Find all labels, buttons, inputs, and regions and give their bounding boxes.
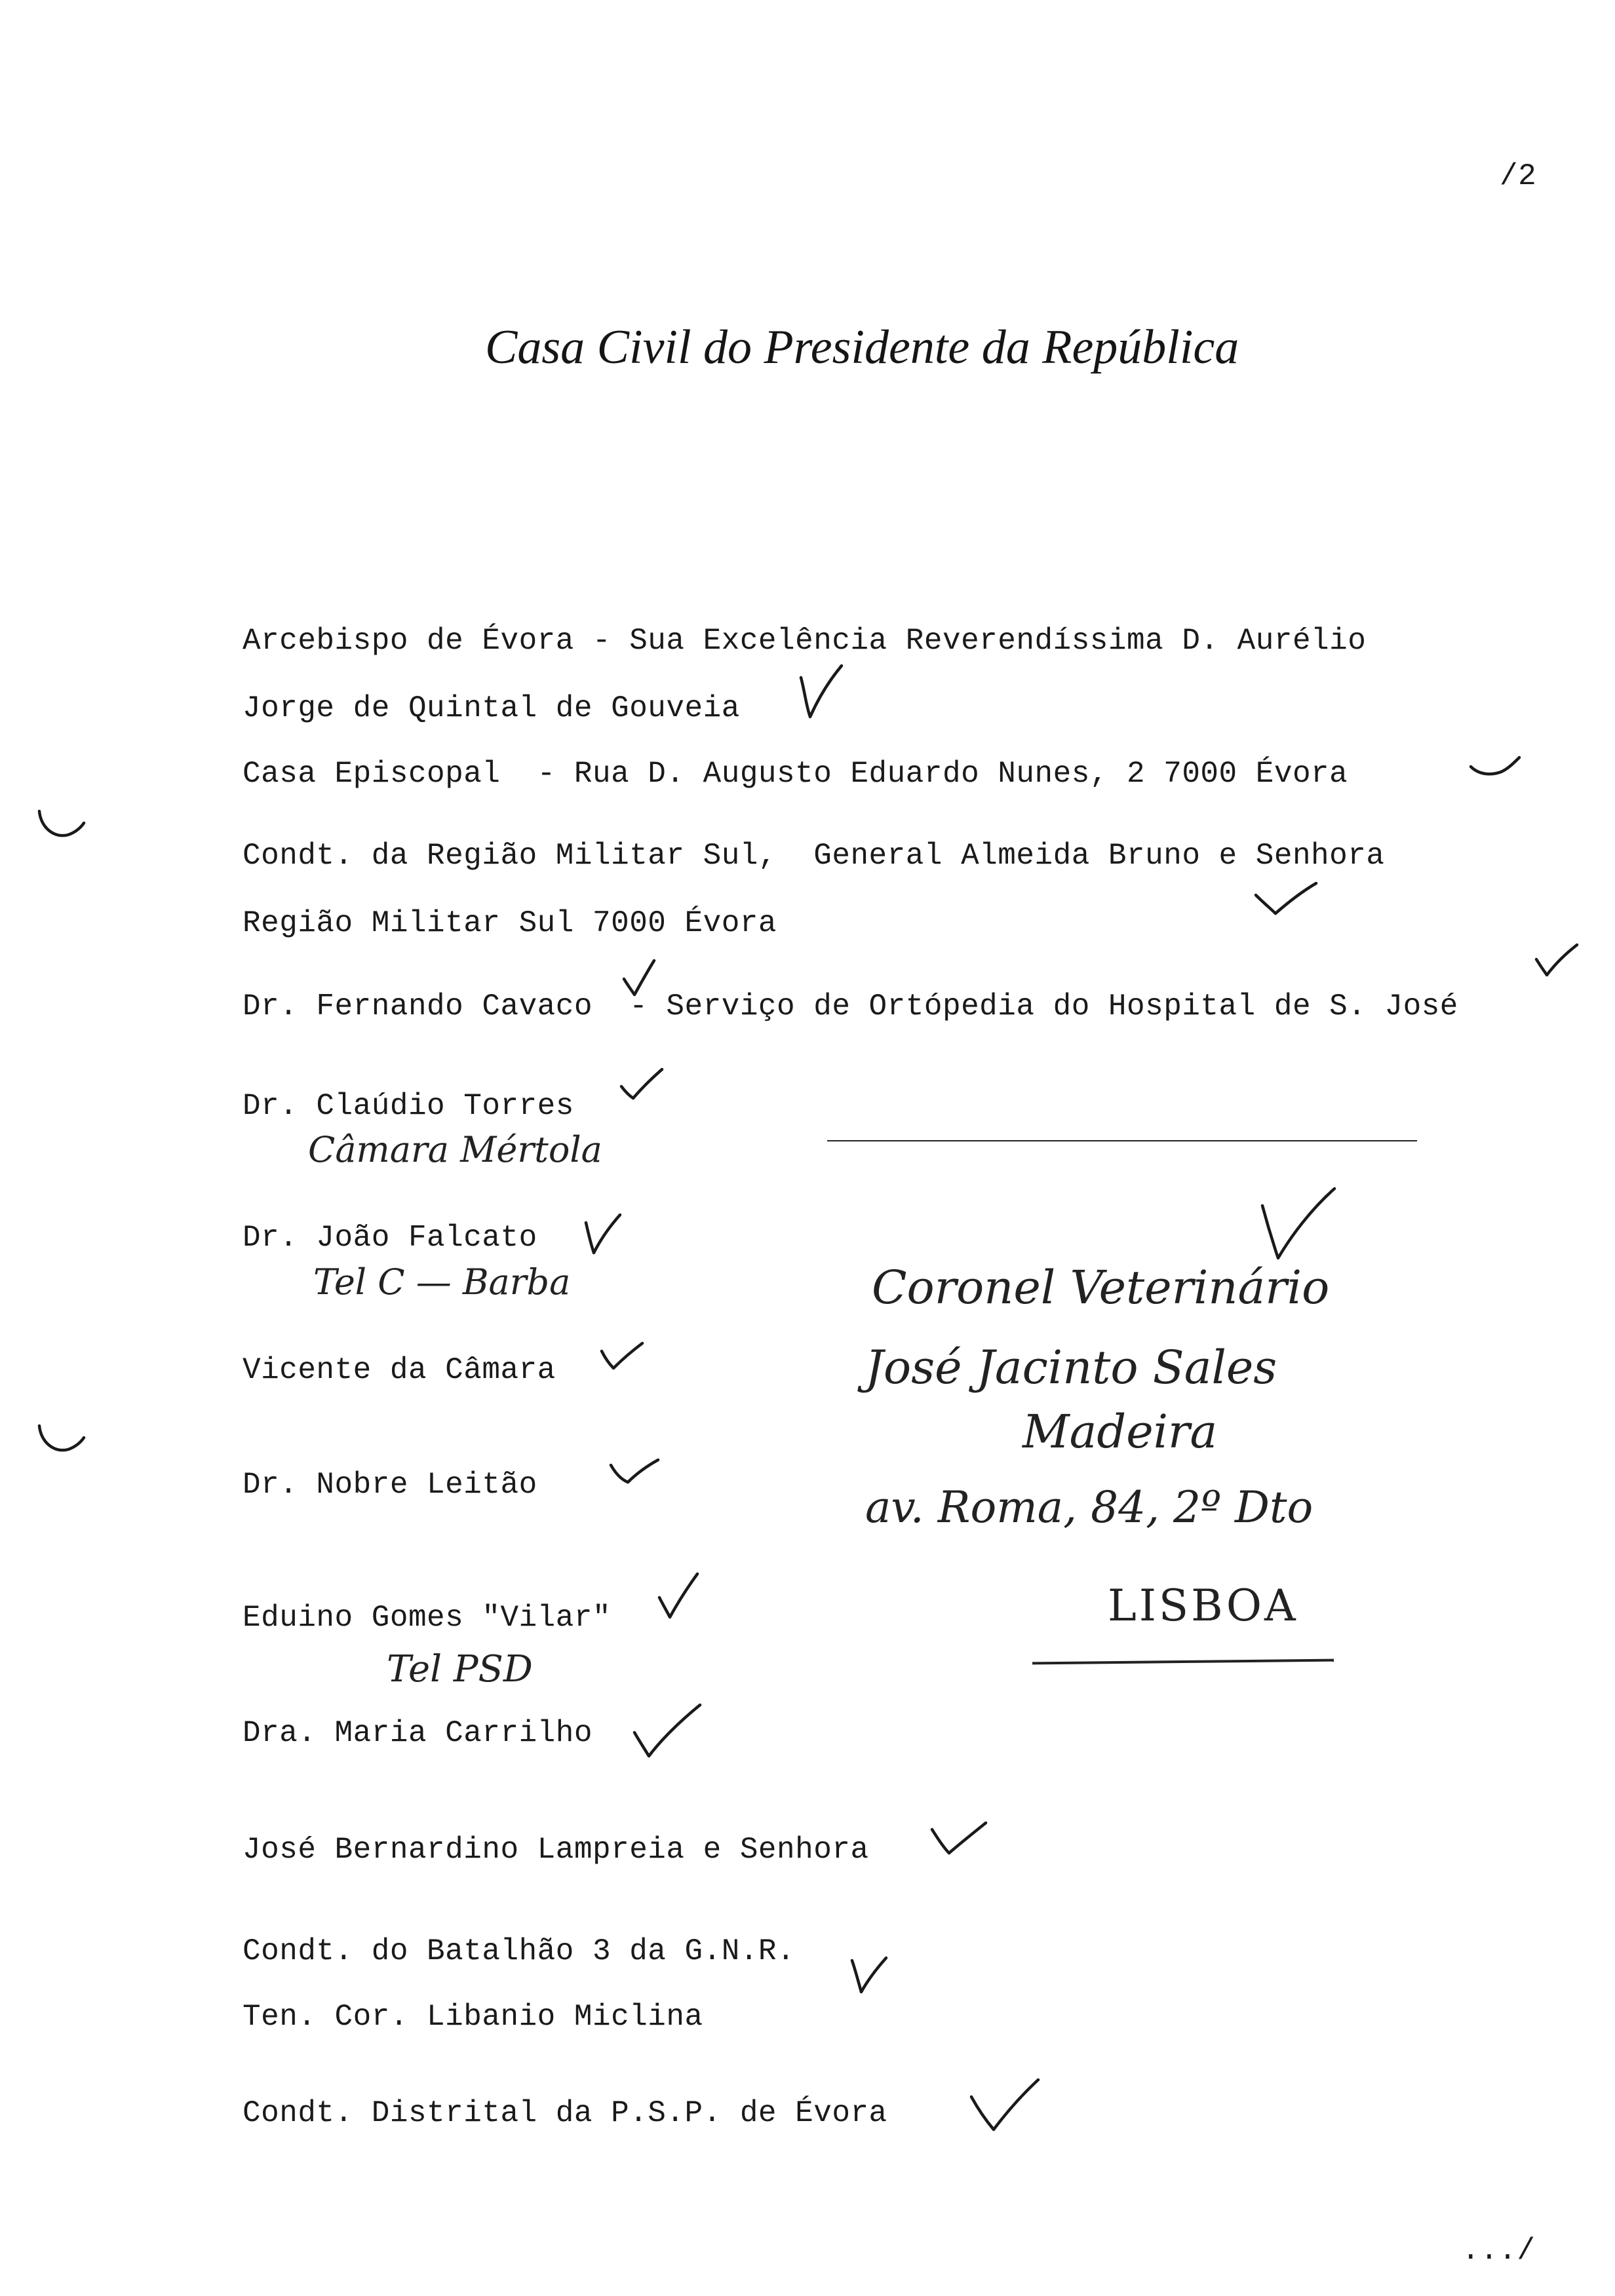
check-mark-icon bbox=[608, 1455, 661, 1487]
check-mark-icon bbox=[599, 1341, 645, 1373]
check-mark-icon bbox=[621, 957, 667, 1003]
check-mark-icon bbox=[969, 2077, 1041, 2136]
entry-casa-episcopal: Casa Episcopal - Rua D. Augusto Eduardo Nunes, 2 7000 Évora bbox=[243, 757, 1348, 791]
check-mark-icon bbox=[929, 1819, 988, 1858]
check-mark-icon bbox=[1468, 754, 1521, 780]
entry-carrilho: Dra. Maria Carrilho bbox=[243, 1716, 593, 1750]
entry-arcebispo-line1: Arcebispo de Évora - Sua Excelência Reverendíssima D. Aurélio bbox=[243, 624, 1367, 658]
handwritten-address-line5: LISBOA bbox=[1108, 1580, 1298, 1631]
entry-camara: Vicente da Câmara bbox=[243, 1353, 556, 1387]
entry-leitao: Dr. Nobre Leitão bbox=[243, 1468, 537, 1502]
handwritten-address-line1: Coronel Veterinário bbox=[872, 1261, 1330, 1314]
page-number: /2 bbox=[1500, 159, 1537, 193]
check-mark-icon bbox=[849, 1951, 889, 1997]
check-mark-icon bbox=[619, 1067, 665, 1106]
handwritten-address-line2: José Jacinto Sales bbox=[865, 1341, 1277, 1394]
check-mark-icon bbox=[798, 663, 844, 722]
check-mark-icon bbox=[583, 1211, 623, 1257]
letterhead-title: Casa Civil do Presidente da República bbox=[485, 320, 1239, 374]
check-mark-icon bbox=[1253, 878, 1319, 917]
handwritten-torres-note: Câmara Mértola bbox=[308, 1129, 602, 1170]
handwritten-falcato-note: Tel C — Barba bbox=[313, 1261, 571, 1303]
handwritten-address-line3: Madeira bbox=[1022, 1405, 1218, 1459]
address-underline bbox=[1032, 1659, 1334, 1665]
margin-bracket-icon bbox=[35, 807, 88, 847]
entry-arcebispo-line2: Jorge de Quintal de Gouveia bbox=[243, 691, 740, 725]
entry-falcato: Dr. João Falcato bbox=[243, 1221, 537, 1255]
handwritten-address-line4: av. Roma, 84, 2º Dto bbox=[865, 1482, 1313, 1533]
check-mark-icon bbox=[1258, 1186, 1337, 1265]
entry-vilar: Eduino Gomes "Vilar" bbox=[243, 1601, 612, 1635]
entry-psp: Condt. Distrital da P.S.P. de Évora bbox=[243, 2096, 887, 2130]
continuation-marker: .../ bbox=[1462, 2234, 1536, 2268]
check-mark-icon bbox=[632, 1702, 704, 1761]
handwritten-vilar-note: Tel PSD bbox=[387, 1648, 533, 1691]
entry-gnr-line2: Ten. Cor. Libanio Miclina bbox=[243, 2000, 703, 2034]
margin-bracket-icon bbox=[35, 1422, 88, 1461]
separator-rule bbox=[827, 1140, 1417, 1141]
entry-gnr-line1: Condt. do Batalhão 3 da G.N.R. bbox=[243, 1934, 796, 1968]
entry-lampreia: José Bernardino Lampreia e Senhora bbox=[243, 1833, 869, 1867]
check-mark-icon bbox=[657, 1571, 703, 1624]
check-mark-icon bbox=[1534, 941, 1580, 980]
entry-regiao-line1: Condt. da Região Militar Sul, General Almeida Bruno e Senhora bbox=[243, 839, 1385, 873]
entry-torres: Dr. Claúdio Torres bbox=[243, 1089, 574, 1123]
entry-cavaco: Dr. Fernando Cavaco - Serviço de Ortópedia do Hospital de S. José bbox=[243, 989, 1458, 1024]
entry-regiao-line2: Região Militar Sul 7000 Évora bbox=[243, 906, 777, 940]
